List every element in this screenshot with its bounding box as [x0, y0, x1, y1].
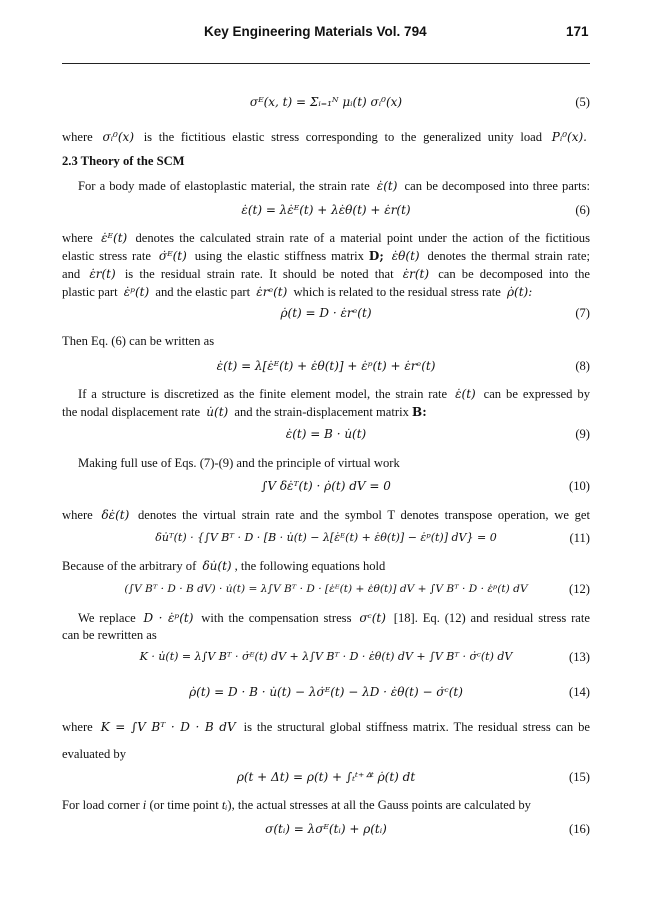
equation-12	[62, 577, 590, 601]
math-inline: ε̇r(t)	[89, 267, 116, 281]
math-inline: K = ∫V Bᵀ · D · B dV	[100, 720, 236, 734]
math-inline: ε̇r(t)	[402, 267, 430, 281]
equation-11-expr: δu̇ᵀ(t) · {∫V Bᵀ · D · [B · u̇(t) − λ[ε̇ᴱ(t) + ε̇θ(t)] − ε̇ᵖ(t)] dV} = 0	[155, 531, 497, 544]
paragraph-line: Because of the arbitrary of δu̇(t) , the following equations hold	[62, 559, 386, 573]
equation-12-number: (12)	[569, 582, 590, 596]
equation-15-number: (15)	[569, 770, 590, 784]
math-inline: σᶜ(t)	[359, 611, 386, 625]
equation-16-number: (16)	[569, 822, 590, 836]
paragraph-line: where σᵢ⁰(x) is the fictitious elastic stress corresponding to the generalized unity load Pᵢ⁰(x).	[62, 129, 590, 145]
math-inline: D;	[368, 249, 384, 263]
equation-7-expr: ρ̇(t) = D · ε̇rᵉ(t)	[280, 306, 372, 320]
equation-16-expr: σ(tᵢ) = λσᴱ(tᵢ) + ρ(tᵢ)	[265, 822, 387, 836]
math-inline: Pᵢ⁰(x).	[551, 130, 587, 144]
paragraph-line: where δε̇(t) denotes the virtual strain rate and the symbol T denotes transpose operation, we get	[62, 508, 590, 522]
paragraph-line: plastic part ε̇ᵖ(t) and the elastic part ε̇rᵉ(t) which is related to the residual stress rate ρ̇(t):	[62, 284, 590, 300]
equation-16	[62, 817, 590, 841]
paragraph-line: where ε̇ᴱ(t) denotes the calculated strain rate of a material point under the action of the fictitious	[62, 231, 590, 245]
equation-5-expr: σᴱ(x, t) = Σᵢ₌₁ᴺ μᵢ(t) σᵢ⁰(x)	[249, 95, 403, 109]
equation-14-expr: ρ̇(t) = D · B · u̇(t) − λσ̇ᴱ(t) − λD · ε̇θ(t) − σ̇ᶜ(t)	[189, 685, 463, 699]
paragraph-line: and ε̇r(t) is the residual strain rate. It should be noted that ε̇r(t) can be decomposed into the	[62, 267, 590, 281]
equation-13-number: (13)	[569, 650, 590, 664]
equation-7	[62, 301, 590, 325]
math-inline: δε̇(t)	[101, 508, 130, 522]
math-inline: ε̇θ(t)	[391, 249, 420, 263]
equation-10-expr: ∫V δε̇ᵀ(t) · ρ̇(t) dV = 0	[261, 479, 391, 493]
equation-8	[62, 354, 590, 378]
equation-6-expr: ε̇(t) = λε̇ᴱ(t) + λε̇θ(t) + ε̇r(t)	[241, 203, 411, 217]
equation-10	[62, 474, 590, 498]
page-number: 171	[566, 24, 589, 39]
equation-13	[62, 645, 590, 669]
equation-9-number: (9)	[575, 427, 590, 441]
equation-6-number: (6)	[575, 203, 590, 217]
equation-10-number: (10)	[569, 479, 590, 493]
equation-11-number: (11)	[569, 531, 590, 545]
equation-9	[62, 422, 590, 446]
equation-14	[62, 680, 590, 704]
equation-12-expr: (∫V Bᵀ · D · B dV) · u̇(t) = λ∫V Bᵀ · D · [ε̇ᴱ(t) + ε̇θ(t)] dV + ∫V Bᵀ · D · ε̇ᵖ(t) dV	[124, 583, 528, 595]
running-header	[0, 24, 650, 42]
header-rule	[62, 63, 590, 64]
math-inline: σᵢ⁰(x)	[102, 130, 134, 144]
equation-5-number: (5)	[575, 95, 590, 109]
math-inline: ε̇(t)	[376, 179, 398, 193]
paragraph-line: evaluated by	[62, 747, 126, 761]
math-inline: u̇(t)	[206, 405, 229, 419]
equation-14-number: (14)	[569, 685, 590, 699]
equation-8-expr: ε̇(t) = λ[ε̇ᴱ(t) + ε̇θ(t)] + ε̇ᵖ(t) + ε̇rᵉ(t)	[216, 359, 436, 373]
math-inline: ρ̇(t):	[507, 285, 533, 299]
equation-13-expr: K · u̇(t) = λ∫V Bᵀ · σ̇ᴱ(t) dV + λ∫V Bᵀ · D · ε̇θ(t) dV + ∫V Bᵀ · σ̇ᶜ(t) dV	[139, 650, 513, 663]
equation-5	[62, 90, 590, 114]
paragraph-line: We replace D · ε̇ᵖ(t) with the compensation stress σᶜ(t) [18]. Eq. (12) and residual stress rate	[78, 611, 590, 625]
math-inline: ε̇ᴱ(t)	[101, 231, 128, 245]
equation-8-number: (8)	[575, 359, 590, 373]
paragraph-line: If a structure is discretized as the finite element model, the strain rate ε̇(t) can be expressed by	[78, 387, 590, 401]
math-inline: ε̇(t)	[455, 387, 476, 401]
math-inline: δu̇(t)	[202, 559, 232, 573]
equation-15	[62, 765, 590, 789]
equation-7-number: (7)	[575, 306, 590, 320]
paragraph-line: For load corner i (or time point tᵢ), the actual stresses at all the Gauss points are calculated by	[62, 798, 531, 812]
math-inline: D · ε̇ᵖ(t)	[143, 611, 194, 625]
paragraph-line: the nodal displacement rate u̇(t) and the strain-displacement matrix B:	[62, 405, 427, 419]
paragraph-line: elastic stress rate σ̇ᴱ(t) using the elastic stiffness matrix D; ε̇θ(t) denotes the thermal strain rate;	[62, 249, 590, 263]
equation-15-expr: ρ(t + Δt) = ρ(t) + ∫ₜᵗ⁺ᐞᵗ ρ̇(t) dt	[236, 770, 416, 784]
math-inline: σ̇ᴱ(t)	[158, 249, 187, 263]
equation-11	[62, 526, 590, 550]
journal-title: Key Engineering Materials Vol. 794	[204, 24, 427, 39]
math-inline: ε̇rᵉ(t)	[256, 285, 288, 299]
math-inline: B:	[412, 405, 427, 419]
paragraph-line: Making full use of Eqs. (7)-(9) and the principle of virtual work	[78, 456, 400, 470]
equation-9-expr: ε̇(t) = B · u̇(t)	[285, 427, 367, 441]
section-heading: 2.3 Theory of the SCM	[62, 154, 185, 168]
paragraph-line: can be rewritten as	[62, 628, 157, 642]
paragraph-line: Then Eq. (6) can be written as	[62, 334, 215, 348]
equation-6	[62, 198, 590, 222]
paragraph-line: For a body made of elastoplastic material, the strain rate ε̇(t) can be decomposed into three parts:	[78, 179, 590, 193]
paragraph-line: where K = ∫V Bᵀ · D · B dV is the structural global stiffness matrix. The residual stress can be	[62, 720, 591, 734]
math-inline: ε̇ᵖ(t)	[123, 285, 150, 299]
